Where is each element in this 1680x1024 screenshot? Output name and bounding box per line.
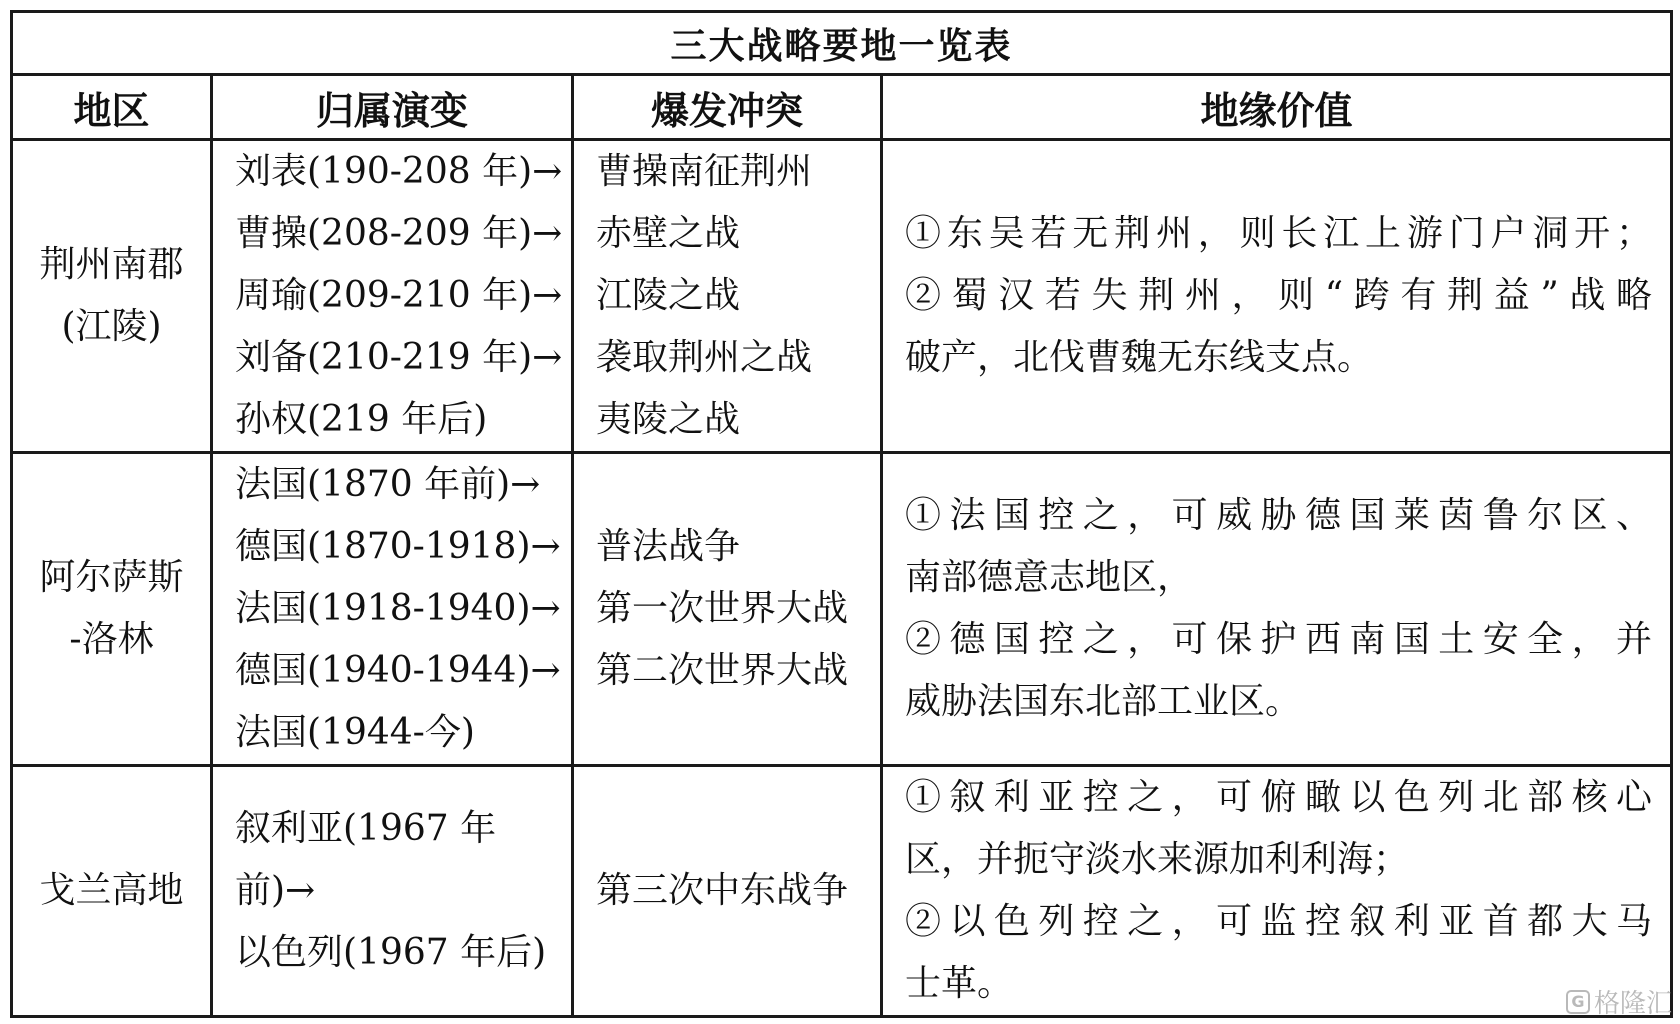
ownership-line: 德国(1940-1944)→ (235, 650, 561, 691)
header-geo-value: 地缘价值 (882, 75, 1672, 140)
table-row (12, 140, 1672, 453)
geo-value-line: 士革。 (905, 963, 1014, 1004)
conflicts-cell (573, 453, 882, 766)
conflict-line: 袭取荆州之战 (596, 337, 813, 378)
ownership-line: 周瑜(209-210 年)→ (235, 275, 563, 316)
conflict-line: 曹操南征荆州 (596, 151, 813, 192)
geo-value-line: ②德国控之，可保护西南国土安全，并 (905, 619, 1653, 660)
region-line: (江陵) (61, 306, 162, 347)
geo-value-line: ①叙利亚控之，可俯瞰以色列北部核心 (905, 777, 1653, 818)
ownership-line: 叙利亚(1967 年 (235, 808, 497, 849)
geo-value-line: 区，并扼守淡水来源加利利海； (905, 839, 1410, 880)
header-region: 地区 (12, 75, 212, 140)
brand-logo-icon: G (1566, 990, 1590, 1014)
header-row (12, 75, 1672, 140)
geo-value-cell (882, 453, 1672, 766)
table-row (12, 453, 1672, 766)
geo-value-line: ①法国控之，可威胁德国莱茵鲁尔区、 (905, 495, 1653, 536)
ownership-line: 法国(1944-今) (235, 712, 475, 753)
conflict-line: 第三次中东战争 (596, 870, 849, 911)
header-ownership: 归属演变 (212, 75, 573, 140)
conflicts-cell (573, 140, 882, 453)
geo-value-line: ②以色列控之，可监控叙利亚首都大马 (905, 901, 1653, 942)
geo-value-cell (882, 766, 1672, 1017)
ownership-line: 曹操(208-209 年)→ (235, 213, 563, 254)
watermark-text: 格隆汇 (1593, 989, 1672, 1019)
table-title: 三大战略要地一览表 (12, 12, 1672, 75)
ownership-line: 刘备(210-219 年)→ (235, 337, 563, 378)
geo-value-line: 破产，北伐曹魏无东线支点。 (905, 337, 1374, 378)
ownership-cell (212, 453, 573, 766)
ownership-line: 德国(1870-1918)→ (235, 526, 561, 567)
geo-value-line: ①东吴若无荆州，则长江上游门户洞开； (905, 213, 1653, 254)
region-cell (12, 140, 212, 453)
geo-value-line: 南部德意志地区， (905, 557, 1194, 598)
strategic-locations-table (10, 10, 1673, 1018)
geo-value-cell (882, 140, 1672, 453)
conflict-line: 第一次世界大战 (596, 588, 849, 629)
region-line: 阿尔萨斯 (39, 557, 184, 598)
geo-value-line: ②蜀汉若失荆州，则“跨有荆益”战略 (905, 275, 1653, 316)
region-line: 戈兰高地 (39, 870, 184, 911)
header-conflicts: 爆发冲突 (573, 75, 882, 140)
ownership-line: 前)→ (235, 870, 316, 911)
ownership-cell (212, 766, 573, 1017)
conflicts-cell (573, 766, 882, 1017)
ownership-cell (212, 140, 573, 453)
conflict-line: 普法战争 (596, 526, 741, 567)
conflict-line: 赤壁之战 (596, 213, 741, 254)
watermark-logo (1566, 983, 1672, 1020)
ownership-line: 法国(1918-1940)→ (235, 588, 561, 629)
ownership-line: 孙权(219 年后) (235, 399, 488, 440)
ownership-line: 刘表(190-208 年)→ (235, 151, 563, 192)
ownership-line: 以色列(1967 年后) (235, 932, 547, 973)
region-cell (12, 453, 212, 766)
geo-value-line: 威胁法国东北部工业区。 (905, 681, 1302, 722)
conflict-line: 夷陵之战 (596, 399, 741, 440)
table-row (12, 766, 1672, 1017)
conflict-line: 第二次世界大战 (596, 650, 849, 691)
region-cell (12, 766, 212, 1017)
region-line: -洛林 (69, 619, 154, 660)
region-line: 荆州南郡 (39, 244, 184, 285)
ownership-line: 法国(1870 年前)→ (235, 464, 541, 505)
conflict-line: 江陵之战 (596, 275, 741, 316)
